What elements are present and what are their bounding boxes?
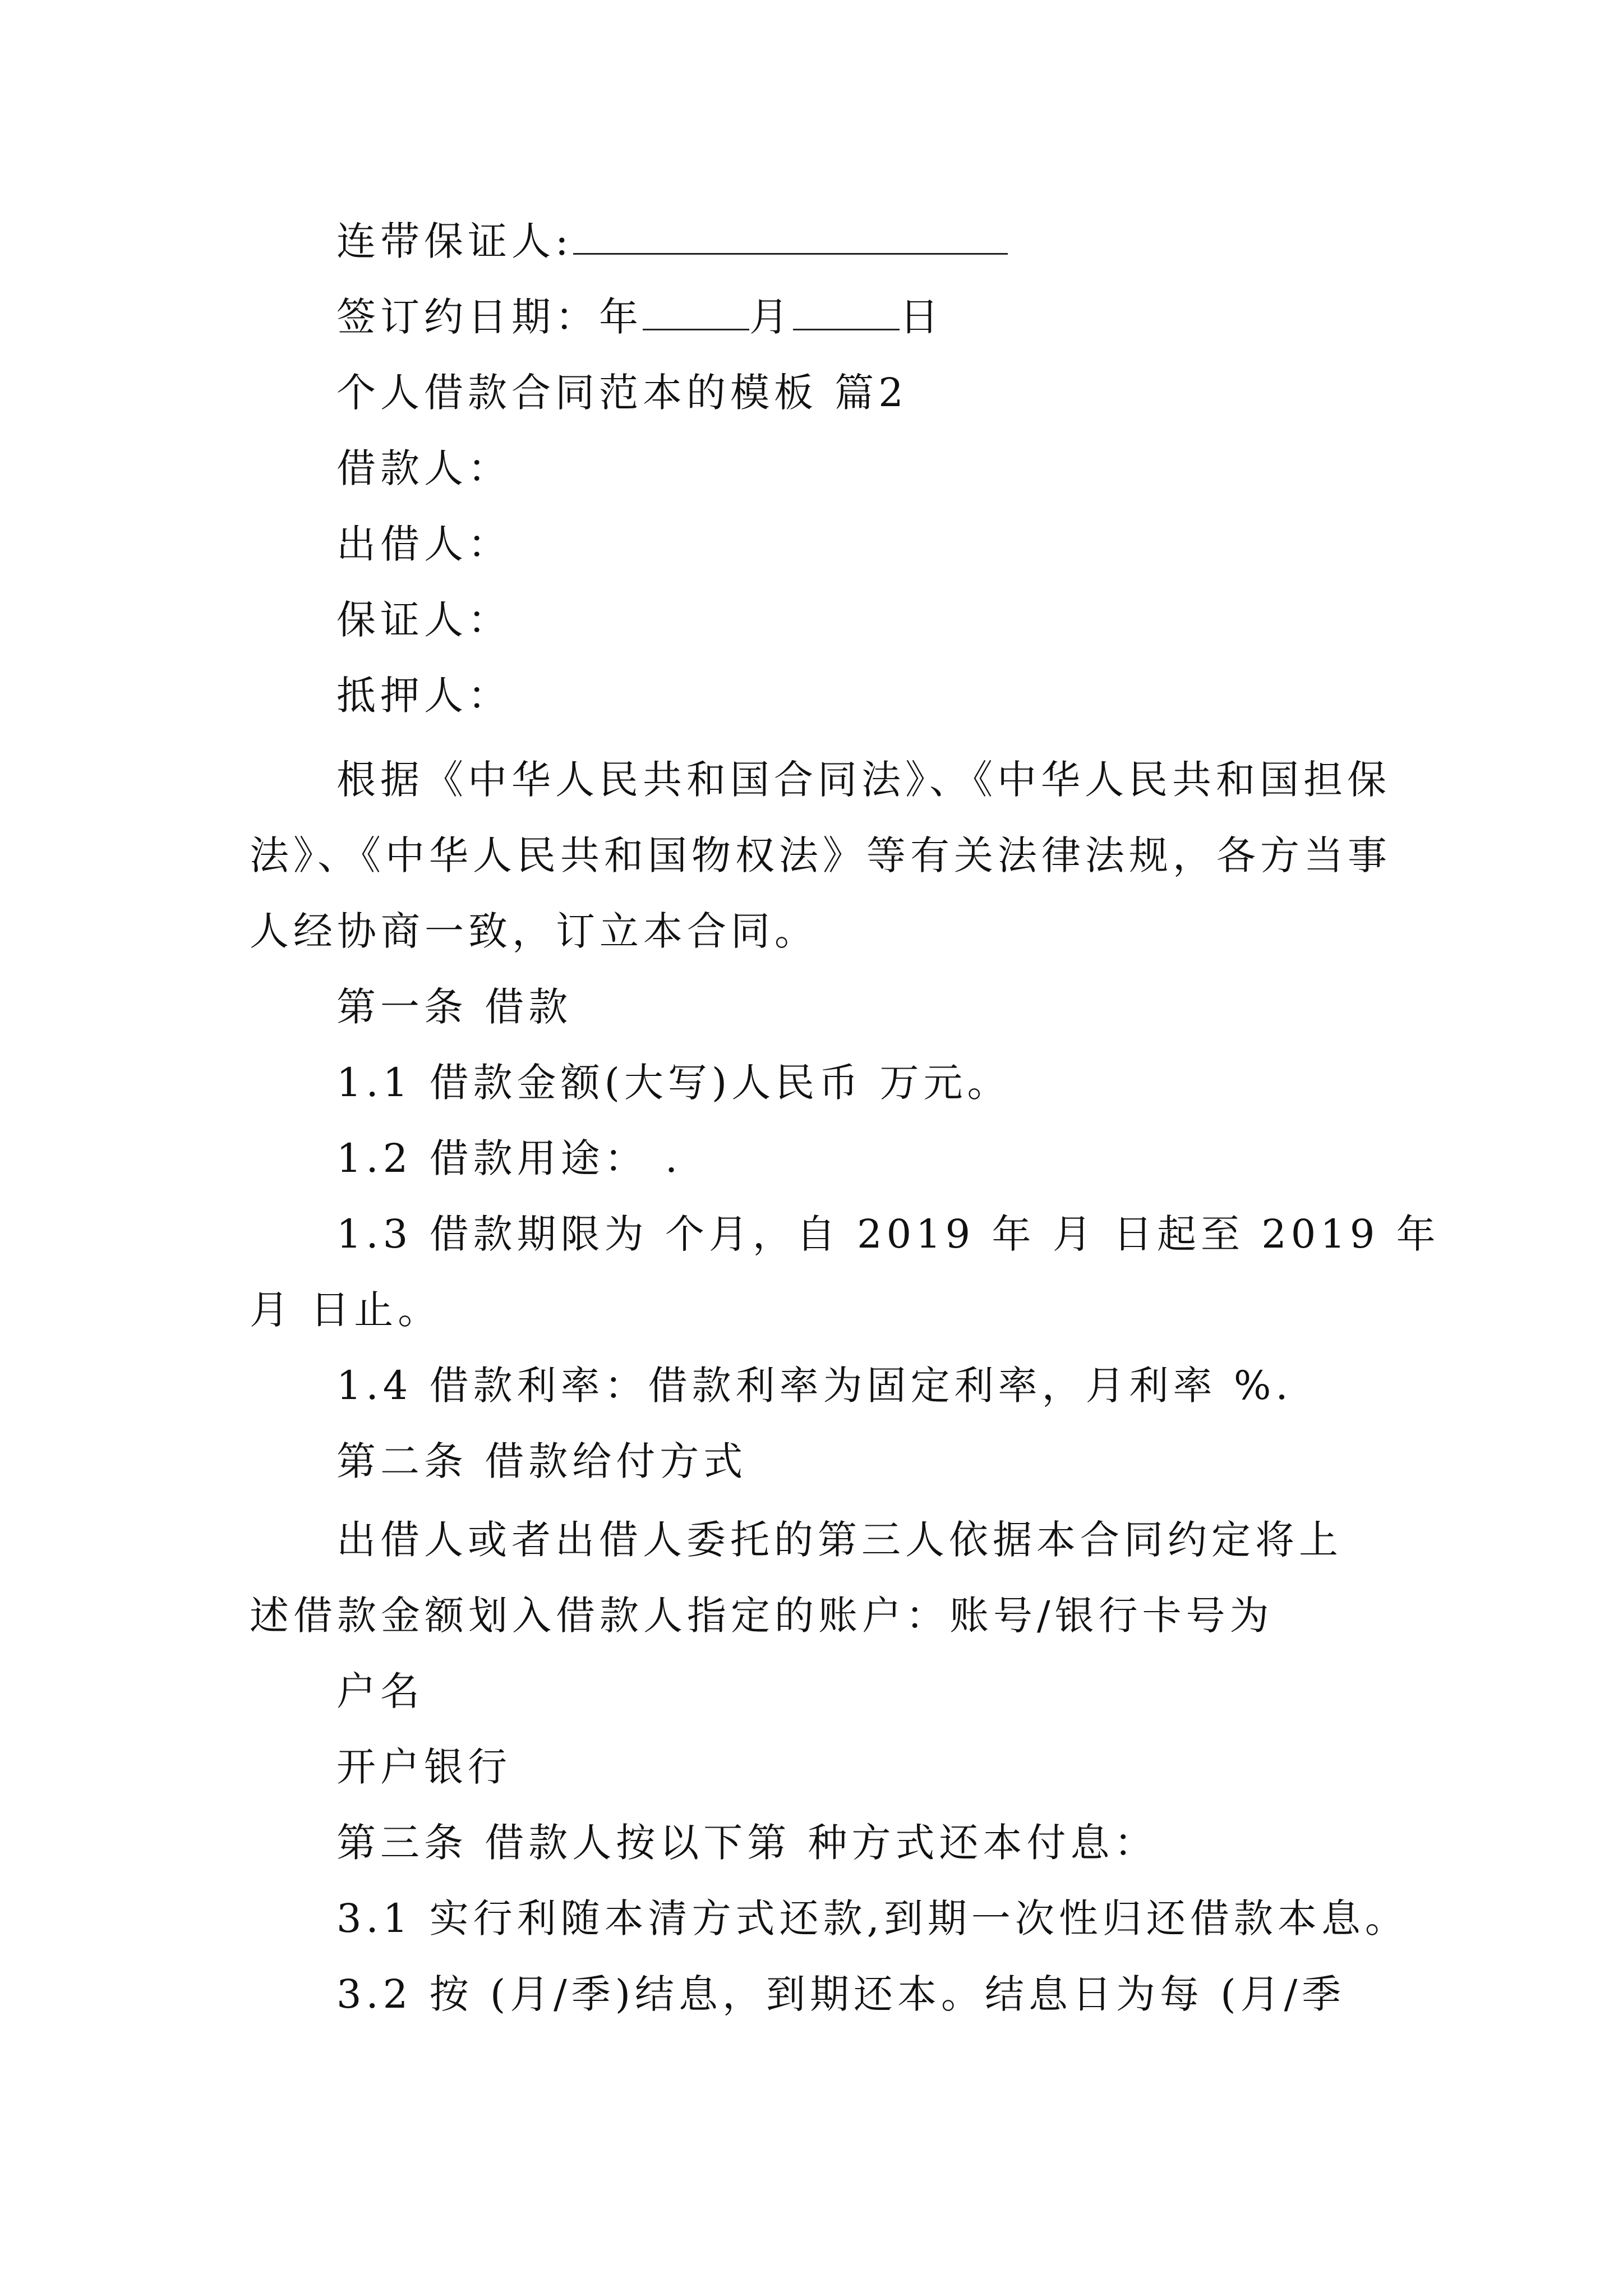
preamble-line: 人经协商一致，订立本合同。 bbox=[250, 908, 818, 954]
party-borrower: 借款人： bbox=[336, 445, 511, 491]
guarantor-blank bbox=[573, 214, 1008, 255]
sign-date-month-blank bbox=[793, 289, 900, 330]
party-guarantor: 保证人： bbox=[336, 597, 511, 643]
article-2-title: 第二条 借款给付方式 bbox=[336, 1438, 748, 1484]
sign-date-year: 年 bbox=[599, 294, 643, 340]
clause-3-2: 3.2 按 (月/季)结息，到期还本。结息日为每 (月/季 bbox=[336, 1971, 1346, 2017]
sign-date-day: 日 bbox=[900, 294, 943, 340]
party-lender: 出借人： bbox=[336, 521, 511, 567]
party-mortgagor: 抵押人： bbox=[336, 673, 511, 719]
preamble-line: 法》、《中华人民共和国物权法》等有关法律法规，各方当事 bbox=[250, 832, 1391, 878]
sign-date-year-blank bbox=[643, 289, 749, 330]
clause-1-3: 1.3 借款期限为 个月，自 2019 年 月 日起至 2019 年 bbox=[336, 1211, 1440, 1257]
clause-1-3-cont: 月 日止。 bbox=[250, 1287, 442, 1333]
article-2-text: 述借款金额划入借款人指定的账户：账号/银行卡号为 bbox=[250, 1593, 1274, 1639]
article-2-text: 出借人或者出借人委托的第三人依据本合同约定将上 bbox=[336, 1517, 1343, 1563]
account-name: 户名 bbox=[336, 1668, 424, 1714]
article-1-title: 第一条 借款 bbox=[336, 984, 573, 1030]
clause-1-1: 1.1 借款金额(大写)人民币 万元。 bbox=[336, 1060, 1011, 1106]
clause-3-1: 3.1 实行利随本清方式还款,到期一次性归还借款本息。 bbox=[336, 1895, 1409, 1941]
sign-date-label: 签订约日期： bbox=[336, 294, 599, 340]
guarantor-line bbox=[336, 213, 1008, 269]
clause-1-4: 1.4 借款利率：借款利率为固定利率，月利率 %. bbox=[336, 1363, 1293, 1409]
account-bank: 开户银行 bbox=[336, 1744, 511, 1790]
clause-1-2: 1.2 借款用途： . bbox=[336, 1135, 683, 1181]
preamble-line: 根据《中华人民共和国合同法》、《中华人民共和国担保 bbox=[336, 757, 1391, 803]
section-title: 个人借款合同范本的模板 篇2 bbox=[336, 370, 908, 416]
article-3-title: 第三条 借款人按以下第 种方式还本付息： bbox=[336, 1820, 1158, 1866]
sign-date-month: 月 bbox=[749, 294, 793, 340]
guarantor-label: 连带保证人: bbox=[336, 218, 573, 264]
sign-date-line bbox=[336, 289, 943, 345]
